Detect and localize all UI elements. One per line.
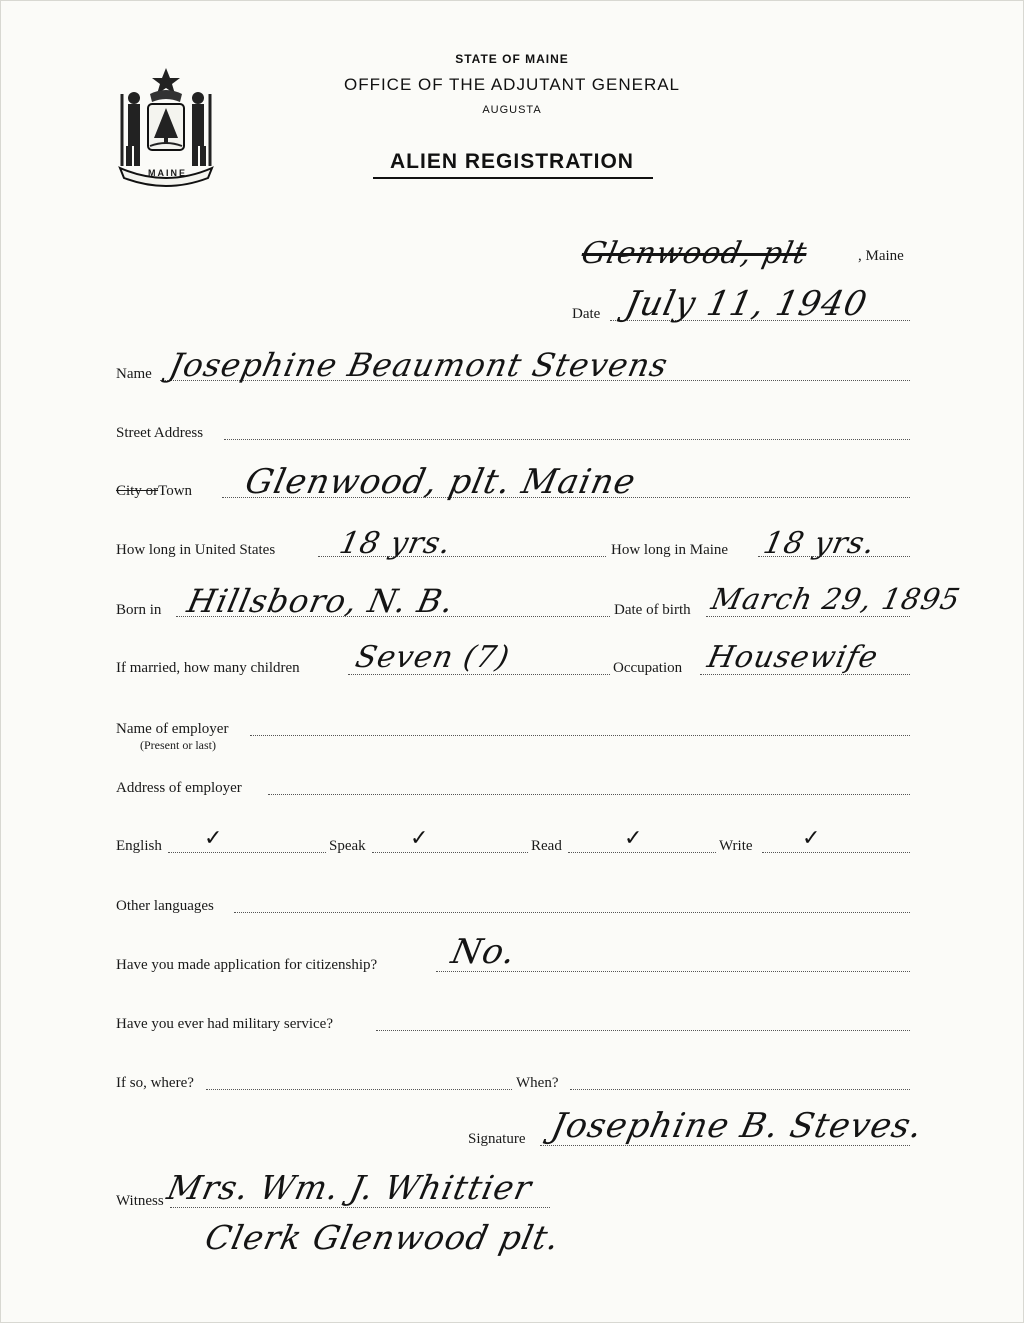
citizenship-label: Have you made application for citizenship?: [116, 957, 378, 973]
state-heading: STATE OF MAINE: [455, 52, 569, 66]
employer-name-label: Name of employer: [116, 721, 229, 737]
born-in-label: Born in: [116, 602, 162, 618]
date-of-birth-label: Date of birth: [614, 602, 691, 618]
date-value: July 11, 1940: [621, 284, 872, 324]
english-check: ✓: [204, 826, 224, 851]
title-underline: [373, 177, 653, 179]
signature-label: Signature: [468, 1131, 526, 1147]
years-us-value: 18 yrs.: [336, 526, 455, 561]
seal-ribbon-text: MAINE: [148, 168, 187, 178]
military-line: [376, 1030, 910, 1031]
children-value: Seven (7): [352, 640, 514, 675]
military-label: Have you ever had military service?: [116, 1016, 333, 1032]
witness-label: Witness: [116, 1193, 164, 1209]
read-label: Read: [531, 838, 562, 854]
occupation-label: Occupation: [613, 660, 683, 676]
other-languages-label: Other languages: [116, 898, 214, 914]
city-heading: AUGUSTA: [482, 104, 542, 116]
write-check: ✓: [802, 826, 822, 851]
speak-label: Speak: [329, 838, 366, 854]
where-line: [206, 1089, 512, 1090]
years-maine-label: How long in Maine: [611, 542, 729, 558]
witness-name: Mrs. Wm. J. Whittier: [163, 1168, 536, 1207]
employer-address-line: [268, 794, 910, 795]
name-label: Name: [116, 366, 152, 382]
children-label: If married, how many children: [116, 660, 300, 676]
born-in-value: Hillsboro, N. B.: [183, 582, 458, 620]
place-suffix: , Maine: [858, 248, 904, 264]
read-line: [568, 852, 716, 853]
signature-value: Josephine B. Steves.: [547, 1106, 927, 1146]
english-label: English: [116, 838, 162, 854]
form-title: ALIEN REGISTRATION: [390, 150, 634, 173]
speak-line: [372, 852, 528, 853]
witness-title: Clerk Glenwood plt.: [201, 1218, 564, 1257]
when-line: [570, 1089, 910, 1090]
city-town-label: [116, 483, 192, 500]
speak-check: ✓: [410, 826, 430, 851]
office-heading: OFFICE OF THE ADJUTANT GENERAL: [343, 75, 681, 94]
city-struck-text: City or: [116, 483, 159, 499]
where-label: If so, where?: [116, 1075, 194, 1091]
name-value: Josephine Beaumont Stevens: [165, 346, 672, 384]
employer-address-label: Address of employer: [116, 780, 242, 796]
employer-name-line: [250, 735, 910, 736]
occupation-value: Housewife: [704, 640, 882, 675]
witness-line: [170, 1207, 550, 1208]
date-of-birth-line: [706, 616, 910, 617]
town-text: Town: [158, 483, 193, 499]
place-value: Glenwood, plt: [578, 236, 811, 271]
employer-name-sublabel: (Present or last): [140, 738, 216, 752]
date-of-birth-value: March 29, 1895: [708, 582, 964, 616]
years-maine-value: 18 yrs.: [760, 526, 879, 561]
read-check: ✓: [624, 826, 644, 851]
english-line: [168, 852, 326, 853]
street-address-line: [224, 439, 910, 440]
date-label: Date: [572, 306, 601, 322]
street-address-label: Street Address: [116, 425, 204, 441]
write-line: [762, 852, 910, 853]
years-us-label: How long in United States: [116, 542, 276, 558]
when-label: When?: [516, 1075, 559, 1091]
other-languages-line: [234, 912, 910, 913]
write-label: Write: [719, 838, 753, 854]
city-town-value: Glenwood, plt. Maine: [241, 462, 640, 502]
citizenship-value: No.: [447, 932, 520, 972]
